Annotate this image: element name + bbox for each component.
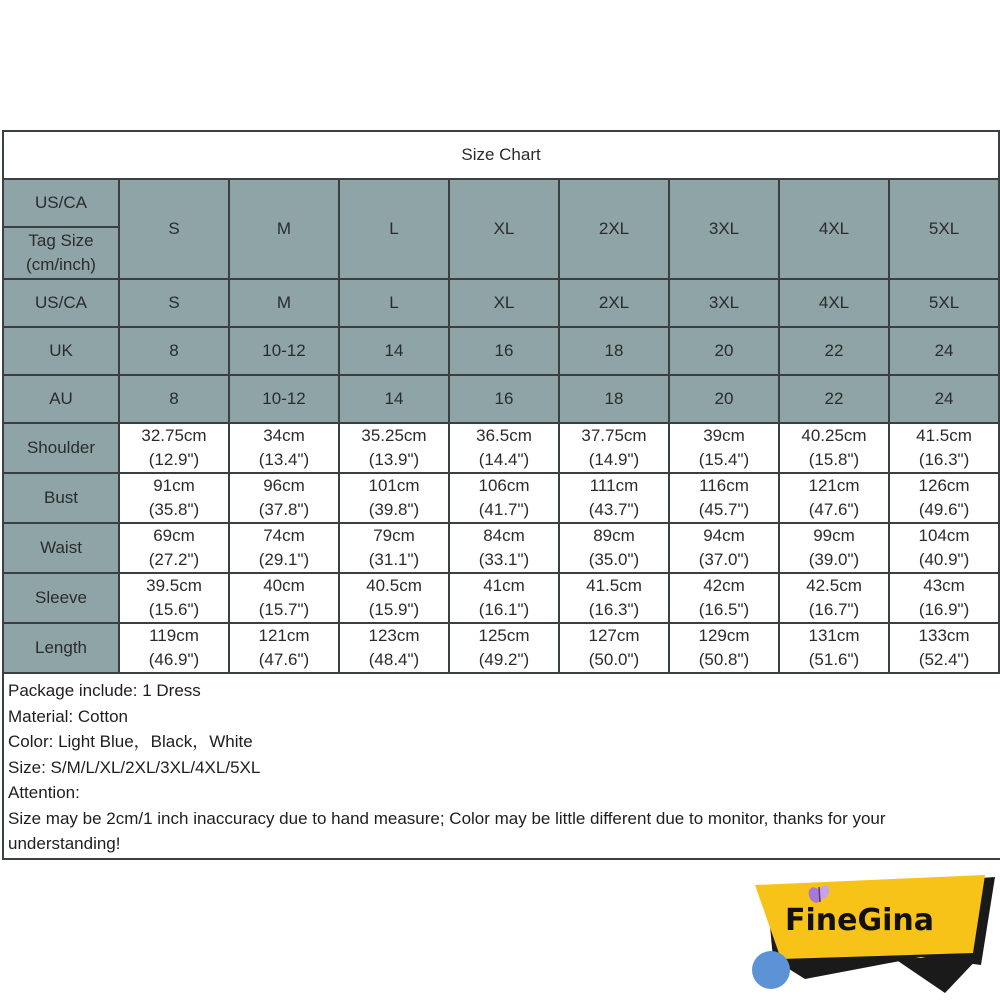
note-disclaimer: Size may be 2cm/1 inch inaccuracy due to hand measure; Color may be little different due to monitor, thanks for your understanding! bbox=[8, 808, 886, 853]
measurement-cell bbox=[669, 473, 779, 523]
row-label: Shoulder bbox=[3, 423, 119, 473]
value-inch: (15.4") bbox=[698, 450, 750, 469]
value-inch: (16.1") bbox=[478, 600, 530, 619]
measurement-row-waist bbox=[3, 523, 999, 573]
measurement-cell bbox=[559, 423, 669, 473]
conversion-cell: XL bbox=[449, 279, 559, 327]
value-cm: 94cm bbox=[703, 526, 745, 545]
value-cm: 96cm bbox=[263, 476, 305, 495]
value-inch: (41.7") bbox=[478, 500, 530, 519]
value-cm: 99cm bbox=[813, 526, 855, 545]
value-cm: 35.25cm bbox=[361, 426, 427, 445]
measurement-cell bbox=[119, 523, 229, 573]
measurement-cell bbox=[119, 573, 229, 623]
measurement-cell bbox=[449, 523, 559, 573]
value-cm: 69cm bbox=[153, 526, 195, 545]
conversion-cell: 3XL bbox=[669, 279, 779, 327]
value-inch: (39.0") bbox=[808, 550, 860, 569]
conversion-cell: L bbox=[339, 279, 449, 327]
value-cm: 36.5cm bbox=[476, 426, 532, 445]
logo-text: FineGina bbox=[785, 903, 934, 938]
note-package: Package include: 1 Dress bbox=[8, 681, 201, 700]
measurement-cell bbox=[449, 473, 559, 523]
conversion-cell: 22 bbox=[779, 327, 889, 375]
value-cm: 119cm bbox=[149, 626, 199, 645]
conversion-cell: M bbox=[229, 279, 339, 327]
header-label-tag-size bbox=[3, 227, 119, 279]
value-inch: (16.3") bbox=[918, 450, 970, 469]
value-cm: 126cm bbox=[918, 476, 970, 495]
value-inch: (12.9") bbox=[148, 450, 200, 469]
measurement-row-length bbox=[3, 623, 999, 673]
product-notes bbox=[2, 674, 1000, 860]
value-inch: (27.2") bbox=[148, 550, 200, 569]
conversion-cell: 24 bbox=[889, 327, 999, 375]
measurement-cell bbox=[889, 473, 999, 523]
value-inch: (37.8") bbox=[258, 500, 310, 519]
value-inch: (47.6") bbox=[258, 650, 310, 669]
value-inch: (37.0") bbox=[698, 550, 750, 569]
value-inch: (15.6") bbox=[148, 600, 200, 619]
conversion-cell: 18 bbox=[559, 375, 669, 423]
value-inch: (16.5") bbox=[698, 600, 750, 619]
measurement-cell bbox=[229, 523, 339, 573]
value-cm: 32.75cm bbox=[141, 426, 207, 445]
value-cm: 40.5cm bbox=[366, 576, 422, 595]
value-cm: 129cm bbox=[698, 626, 750, 645]
measurement-cell bbox=[889, 523, 999, 573]
measurement-cell bbox=[559, 473, 669, 523]
conversion-cell: 5XL bbox=[889, 279, 999, 327]
value-inch: (50.0") bbox=[588, 650, 640, 669]
measurement-cell bbox=[779, 423, 889, 473]
measurement-cell bbox=[889, 573, 999, 623]
measurement-cell bbox=[669, 423, 779, 473]
value-inch: (16.9") bbox=[918, 600, 970, 619]
value-cm: 39cm bbox=[703, 426, 745, 445]
value-cm: 121cm bbox=[808, 476, 860, 495]
row-label: Length bbox=[3, 623, 119, 673]
conversion-row-uk bbox=[3, 327, 999, 375]
header-size-4xl: 4XL bbox=[779, 179, 889, 279]
value-cm: 125cm bbox=[478, 626, 530, 645]
value-cm: 121cm bbox=[258, 626, 310, 645]
value-cm: 101cm bbox=[368, 476, 420, 495]
value-cm: 89cm bbox=[593, 526, 635, 545]
brand-logo bbox=[745, 875, 1000, 1000]
value-inch: (43.7") bbox=[588, 500, 640, 519]
measurement-cell bbox=[449, 573, 559, 623]
tag-size-unit-line: (cm/inch) bbox=[26, 255, 96, 274]
measurement-cell bbox=[339, 423, 449, 473]
conversion-cell: 10-12 bbox=[229, 327, 339, 375]
header-size-xl: XL bbox=[449, 179, 559, 279]
tag-size-line: Tag Size bbox=[28, 231, 94, 250]
row-label: Sleeve bbox=[3, 573, 119, 623]
row-label: US/CA bbox=[3, 279, 119, 327]
measurement-cell bbox=[669, 573, 779, 623]
value-inch: (45.7") bbox=[698, 500, 750, 519]
conversion-cell: 10-12 bbox=[229, 375, 339, 423]
row-label: UK bbox=[3, 327, 119, 375]
logo-dot-icon bbox=[752, 951, 790, 989]
value-cm: 116cm bbox=[699, 476, 749, 495]
measurement-cell bbox=[779, 473, 889, 523]
conversion-cell: 2XL bbox=[559, 279, 669, 327]
measurement-cell bbox=[339, 573, 449, 623]
value-inch: (35.0") bbox=[588, 550, 640, 569]
row-label: Bust bbox=[3, 473, 119, 523]
conversion-cell: 4XL bbox=[779, 279, 889, 327]
value-inch: (40.9") bbox=[918, 550, 970, 569]
table-title: Size Chart bbox=[3, 131, 999, 179]
measurement-cell bbox=[669, 523, 779, 573]
conversion-cell: 14 bbox=[339, 375, 449, 423]
conversion-cell: 8 bbox=[119, 375, 229, 423]
value-inch: (15.9") bbox=[368, 600, 420, 619]
conversion-row-au bbox=[3, 375, 999, 423]
value-cm: 111cm bbox=[589, 476, 639, 495]
value-inch: (14.4") bbox=[478, 450, 530, 469]
value-inch: (48.4") bbox=[368, 650, 420, 669]
value-cm: 37.75cm bbox=[581, 426, 647, 445]
note-color: Color: Light Blue，Black，White bbox=[8, 732, 253, 751]
conversion-cell: 18 bbox=[559, 327, 669, 375]
measurement-cell bbox=[119, 623, 229, 673]
measurement-cell bbox=[339, 473, 449, 523]
note-size: Size: S/M/L/XL/2XL/3XL/4XL/5XL bbox=[8, 757, 261, 777]
value-cm: 79cm bbox=[373, 526, 415, 545]
note-attention: Attention: bbox=[8, 783, 80, 802]
value-inch: (31.1") bbox=[368, 550, 420, 569]
header-size-s: S bbox=[119, 179, 229, 279]
measurement-row-shoulder bbox=[3, 423, 999, 473]
value-inch: (13.9") bbox=[368, 450, 420, 469]
value-inch: (52.4") bbox=[918, 650, 970, 669]
value-cm: 84cm bbox=[483, 526, 525, 545]
measurement-cell bbox=[559, 523, 669, 573]
value-inch: (51.6") bbox=[808, 650, 860, 669]
value-cm: 40cm bbox=[263, 576, 305, 595]
measurement-cell bbox=[119, 423, 229, 473]
value-inch: (15.8") bbox=[808, 450, 860, 469]
conversion-cell: 14 bbox=[339, 327, 449, 375]
value-inch: (46.9") bbox=[148, 650, 200, 669]
value-cm: 41.5cm bbox=[916, 426, 972, 445]
measurement-cell bbox=[229, 473, 339, 523]
value-cm: 42.5cm bbox=[806, 576, 862, 595]
header-size-m: M bbox=[229, 179, 339, 279]
conversion-row-us-ca bbox=[3, 279, 999, 327]
value-inch: (29.1") bbox=[258, 550, 310, 569]
value-inch: (35.8") bbox=[148, 500, 200, 519]
value-cm: 91cm bbox=[153, 476, 195, 495]
conversion-cell: S bbox=[119, 279, 229, 327]
measurement-cell bbox=[449, 623, 559, 673]
value-inch: (33.1") bbox=[478, 550, 530, 569]
value-inch: (39.8") bbox=[368, 500, 420, 519]
measurement-cell bbox=[119, 473, 229, 523]
note-material: Material: Cotton bbox=[8, 706, 128, 726]
value-cm: 40.25cm bbox=[801, 426, 867, 445]
size-chart-table bbox=[2, 130, 1000, 674]
measurement-cell bbox=[229, 573, 339, 623]
value-cm: 106cm bbox=[478, 476, 530, 495]
conversion-cell: 24 bbox=[889, 375, 999, 423]
measurement-cell bbox=[339, 523, 449, 573]
measurement-cell bbox=[889, 623, 999, 673]
value-inch: (14.9") bbox=[588, 450, 640, 469]
conversion-cell: 8 bbox=[119, 327, 229, 375]
header-size-2xl: 2XL bbox=[559, 179, 669, 279]
size-chart-sheet bbox=[2, 130, 998, 860]
conversion-cell: 20 bbox=[669, 327, 779, 375]
measurement-row-bust bbox=[3, 473, 999, 523]
measurement-cell bbox=[229, 423, 339, 473]
measurement-cell bbox=[229, 623, 339, 673]
value-inch: (49.6") bbox=[918, 500, 970, 519]
value-cm: 127cm bbox=[588, 626, 640, 645]
value-inch: (16.7") bbox=[808, 600, 860, 619]
row-label: Waist bbox=[3, 523, 119, 573]
measurement-cell bbox=[449, 423, 559, 473]
measurement-cell bbox=[779, 523, 889, 573]
measurement-cell bbox=[559, 573, 669, 623]
measurement-cell bbox=[669, 623, 779, 673]
header-size-l: L bbox=[339, 179, 449, 279]
value-cm: 104cm bbox=[918, 526, 970, 545]
value-cm: 131cm bbox=[808, 626, 860, 645]
measurement-row-sleeve bbox=[3, 573, 999, 623]
value-cm: 133cm bbox=[918, 626, 970, 645]
value-cm: 39.5cm bbox=[146, 576, 202, 595]
conversion-cell: 22 bbox=[779, 375, 889, 423]
value-cm: 42cm bbox=[703, 576, 745, 595]
measurement-cell bbox=[339, 623, 449, 673]
conversion-cell: 16 bbox=[449, 375, 559, 423]
value-inch: (50.8") bbox=[698, 650, 750, 669]
measurement-cell bbox=[779, 623, 889, 673]
row-label: AU bbox=[3, 375, 119, 423]
value-cm: 123cm bbox=[368, 626, 420, 645]
measurement-cell bbox=[559, 623, 669, 673]
conversion-cell: 16 bbox=[449, 327, 559, 375]
value-inch: (47.6") bbox=[808, 500, 860, 519]
measurement-cell bbox=[889, 423, 999, 473]
value-inch: (13.4") bbox=[258, 450, 310, 469]
header-size-5xl: 5XL bbox=[889, 179, 999, 279]
measurement-cell bbox=[779, 573, 889, 623]
value-inch: (15.7") bbox=[258, 600, 310, 619]
value-inch: (16.3") bbox=[588, 600, 640, 619]
value-cm: 43cm bbox=[923, 576, 965, 595]
value-cm: 74cm bbox=[263, 526, 305, 545]
value-cm: 41.5cm bbox=[586, 576, 642, 595]
header-label-us-ca: US/CA bbox=[3, 179, 119, 227]
conversion-cell: 20 bbox=[669, 375, 779, 423]
header-size-3xl: 3XL bbox=[669, 179, 779, 279]
value-inch: (49.2") bbox=[478, 650, 530, 669]
value-cm: 34cm bbox=[263, 426, 305, 445]
value-cm: 41cm bbox=[483, 576, 525, 595]
